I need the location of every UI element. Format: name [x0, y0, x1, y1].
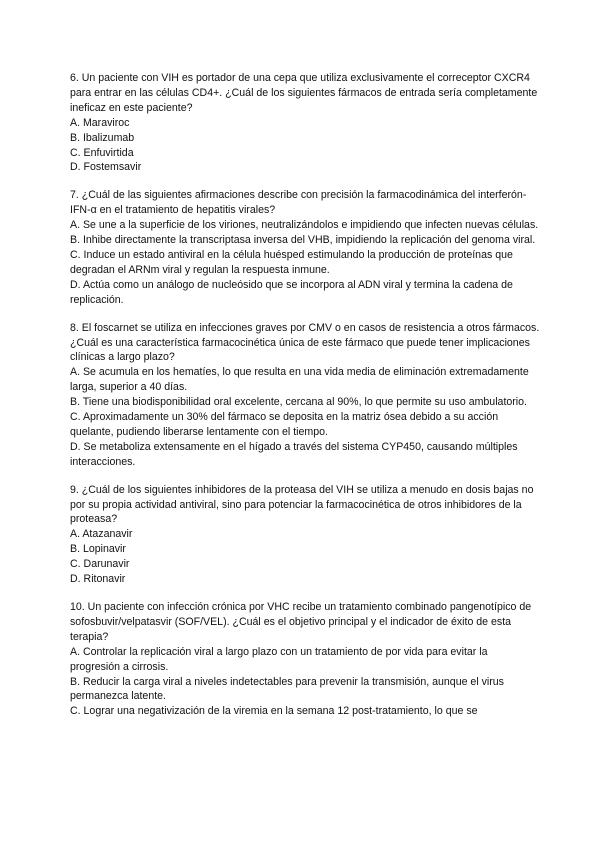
answer-option: C. Enfuvirtida	[70, 146, 134, 159]
answer-option: A. Atazanavir	[70, 528, 133, 541]
question-10	[70, 600, 540, 719]
question-6	[70, 71, 540, 175]
question-stem: 9. ¿Cuál de los siguientes inhibidores de la proteasa del VIH se utiliza a menudo en dosis bajas no por su propia actividad antiviral, sino para potenciar la farmacocinética de otros inhibidores de la proteasa?	[70, 483, 534, 526]
answer-option: B. Lopinavir	[70, 543, 126, 556]
question-stem: 8. El foscarnet se utiliza en infecciones graves por CMV o en casos de resistencia a otros fármacos. ¿Cuál es una característica farmacocinética única de este fármaco que puede tener implicaciones clínicas a largo plazo?	[70, 321, 540, 364]
answer-option: A. Controlar la replicación viral a largo plazo con un tratamiento de por vida para evitar la progresión a cirrosis.	[70, 645, 488, 673]
question-stem: 6. Un paciente con VIH es portador de una cepa que utiliza exclusivamente el correceptor CXCR4 para entrar en las células CD4+. ¿Cuál de los siguientes fármacos de entrada sería completamente ineficaz en este paciente?	[70, 72, 538, 114]
answer-option: A. Se acumula en los hematíes, lo que resulta en una vida media de eliminación extremadamente larga, superior a 40 días.	[70, 366, 529, 394]
answer-option: B. Inhibe directamente la transcriptasa inversa del VHB, impidiendo la replicación del genoma viral.	[70, 234, 536, 247]
answer-option: B. Reducir la carga viral a niveles indetectables para prevenir la transmisión, aunque el virus permanezca latente.	[70, 675, 504, 703]
question-stem: 7. ¿Cuál de las siguientes afirmaciones describe con precisión la farmacodinámica del interferón-IFN-α en el tratamiento de hepatitis virales?	[70, 189, 527, 217]
answer-option: A. Maraviroc	[70, 116, 130, 129]
question-9	[70, 483, 540, 587]
answer-option: A. Se une a la superficie de los viriones, neutralizándolos e impidiendo que infecten nuevas células.	[70, 219, 539, 232]
answer-option: C. Induce un estado antiviral en la célula huésped estimulando la producción de proteínas que degradan el ARNm viral y regulan la respuesta inmune.	[70, 248, 513, 276]
answer-option: C. Lograr una negativización de la viremia en la semana 12 post-tratamiento, lo que se	[70, 705, 478, 718]
answer-option: D. Actúa como un análogo de nucleósido que se incorpora al ADN viral y termina la cadena de replicación.	[70, 278, 513, 306]
answer-option: D. Ritonavir	[70, 573, 126, 586]
answer-option: D. Se metaboliza extensamente en el hígado a través del sistema CYP450, causando múltiples interacciones.	[70, 440, 518, 468]
answer-option: C. Aproximadamente un 30% del fármaco se deposita en la matriz ósea debido a su acción quelante, pudiendo liberarse lentamente con el tiempo.	[70, 411, 499, 438]
document-page	[70, 71, 540, 732]
question-8	[70, 321, 540, 470]
answer-option: C. Darunavir	[70, 558, 130, 571]
question-stem: 10. Un paciente con infección crónica por VHC recibe un tratamiento combinado pangenotípico de sofosbuvir/velpatasvir (SOF/VEL). ¿Cuál es el objetivo principal y el indicador de éxito de esta terapia?	[70, 601, 532, 643]
question-7	[70, 188, 540, 307]
answer-option: B. Tiene una biodisponibilidad oral excelente, cercana al 90%, lo que permite su uso ambulatorio.	[70, 396, 527, 409]
answer-option: B. Ibalizumab	[70, 131, 135, 144]
answer-option: D. Fostemsavir	[70, 161, 142, 174]
